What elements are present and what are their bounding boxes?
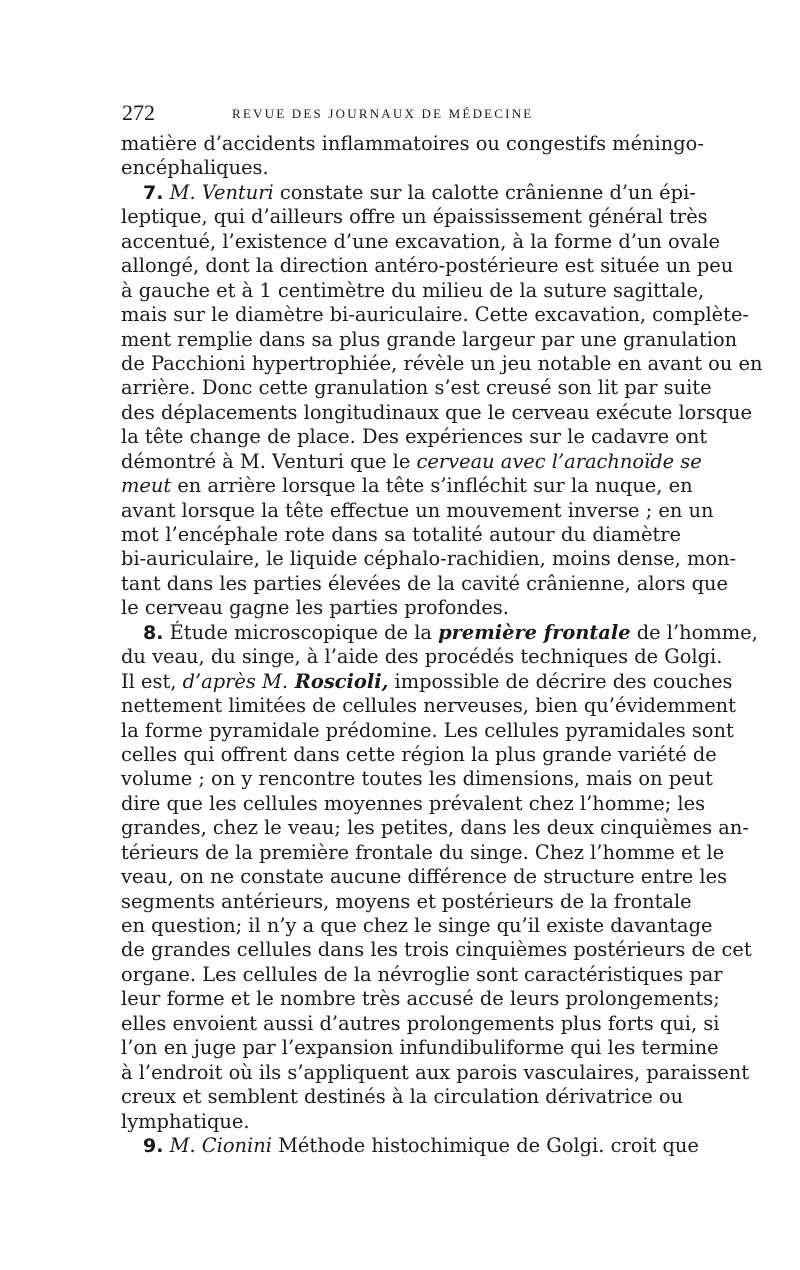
- section-number: 8.: [143, 621, 164, 644]
- text-line: [121, 351, 763, 376]
- text-line: [121, 303, 749, 327]
- line-segment: allongé, dont la direction antéro-postérieure est située un peu: [121, 254, 734, 278]
- text-line: [121, 1036, 719, 1060]
- text-line: [121, 1011, 720, 1036]
- text-line: [121, 474, 693, 498]
- line-segment: tant dans les parties élevées de la cavité crânienne, alors que: [121, 571, 728, 595]
- line-segment: mais sur le diamètre bi-auriculaire. Cette excavation, complète-: [121, 303, 749, 327]
- text-line: [121, 571, 728, 596]
- text-line: [121, 889, 692, 914]
- line-segment: meut: [121, 474, 172, 498]
- text-line: [121, 205, 708, 229]
- line-segment: térieurs de la première frontale du singe. Chez l’homme et le: [121, 840, 725, 864]
- text-line: [121, 278, 705, 303]
- text-line: [121, 962, 723, 987]
- line-segment: celles qui offrent dans cette région la plus grande variété de: [121, 742, 717, 766]
- text-line: [121, 718, 734, 743]
- line-segment: avant lorsque la tête effectue un mouvement inverse ; en un: [121, 498, 714, 522]
- text-line: [121, 791, 706, 816]
- line-segment: M. Venturi: [169, 180, 274, 204]
- text-line: [121, 1085, 684, 1109]
- line-segment: organe. Les cellules de la névroglie sont caractéristiques par: [121, 962, 723, 986]
- line-segment: creux et semblent destinés à la circulation dérivatrice ou: [121, 1085, 684, 1109]
- line-segment: du veau, du singe, à l’aide des procédés techniques de Golgi.: [121, 645, 723, 669]
- text-line: [121, 742, 717, 767]
- line-segment: dire que les cellules moyennes prévalent chez l’homme; les: [121, 791, 706, 815]
- line-segment: des déplacements longitudinaux que le cerveau exécute lorsque: [121, 400, 752, 424]
- line-segment: le cerveau gagne les parties profondes.: [121, 596, 509, 620]
- text-line: [121, 694, 736, 718]
- line-segment: la tête change de place. Des expériences sur le cadavre ont: [121, 425, 708, 449]
- line-segment: leur forme et le nombre très accusé de leurs prolongements;: [121, 987, 720, 1011]
- text-line: [121, 620, 758, 645]
- line-segment: encéphaliques.: [121, 156, 269, 180]
- line-segment: Étude microscopique de la: [169, 620, 439, 644]
- line-segment: de l’homme,: [630, 620, 758, 644]
- text-line: [121, 767, 713, 791]
- text-line: [121, 914, 713, 938]
- text-line: [121, 449, 702, 474]
- line-segment: de Pacchioni hypertrophiée, révèle un jeu notable en avant ou en: [121, 351, 763, 375]
- line-segment: veau, on ne constate aucune différence de structure entre les: [121, 865, 728, 889]
- text-line: [121, 865, 728, 889]
- page-number: 272: [122, 100, 155, 125]
- text-line: [121, 1110, 681, 1134]
- line-segment: en arrière lorsque la tête s’infléchit sur la nuque, en: [171, 474, 693, 498]
- text-line: [121, 938, 752, 962]
- text-line: [121, 229, 720, 254]
- line-segment: de grandes cellules dans les trois cinquièmes postérieurs de cet: [121, 938, 752, 962]
- line-segment: lymphatique.: [121, 1109, 250, 1133]
- text-line: [121, 840, 725, 865]
- text-line: [121, 156, 681, 180]
- line-segment: bi-auriculaire, le liquide céphalo-rachidien, moins dense, mon-: [121, 547, 737, 571]
- text-line: [121, 816, 749, 840]
- text-line: [121, 645, 723, 669]
- line-segment: Roscioli,: [288, 669, 389, 693]
- line-segment: à gauche et à 1 centimètre du milieu de la suture sagittale,: [121, 278, 705, 302]
- text-line: [121, 400, 752, 425]
- line-segment: impossible de décrire des couches: [388, 669, 733, 693]
- line-segment: nettement limitées de cellules nerveuses, bien qu’évidemment: [121, 694, 736, 718]
- text-line: [121, 547, 737, 571]
- text-line: [121, 425, 708, 449]
- line-segment: leptique, qui d’ailleurs offre un épaississement général très: [121, 205, 708, 229]
- line-segment: arrière. Donc cette granulation s’est creusé son lit par suite: [121, 376, 712, 400]
- text-line: [121, 132, 704, 156]
- text-line: [121, 180, 696, 205]
- body-text: [121, 132, 763, 1158]
- text-line: [121, 1060, 749, 1085]
- text-line: [121, 376, 712, 400]
- text-line: [121, 1133, 699, 1158]
- line-segment: Il est,: [121, 669, 183, 693]
- line-segment: constate sur la calotte crânienne d’un épi-: [273, 180, 696, 204]
- text-line: [121, 669, 733, 694]
- line-segment: d’après M.: [182, 669, 289, 693]
- line-segment: croit que: [610, 1133, 699, 1157]
- line-segment: grandes, chez le veau; les petites, dans les deux cinquièmes an-: [121, 816, 749, 840]
- line-segment: première frontale: [438, 620, 631, 644]
- text-line: [121, 327, 738, 352]
- line-segment: mot l’encéphale rote dans sa totalité autour du diamètre: [121, 523, 681, 546]
- line-segment: en question; il n’y a que chez le singe qu’il existe davantage: [121, 914, 713, 937]
- section-number: 7.: [143, 181, 164, 204]
- text-line: [121, 523, 681, 547]
- text-line: [121, 498, 714, 523]
- line-segment: l’on en juge par l’expansion infundibuliforme qui les termine: [121, 1036, 719, 1060]
- section-number: 9.: [143, 1134, 164, 1157]
- page-header: [120, 100, 680, 130]
- line-segment: Méthode histochimique de Golgi.: [271, 1133, 611, 1157]
- line-segment: matière d’accidents inflammatoires ou congestifs méningo-: [121, 132, 704, 155]
- text-line: [121, 987, 720, 1011]
- text-line: [121, 254, 734, 278]
- line-segment: elles envoient aussi d’autres prolongements plus forts qui, si: [121, 1011, 720, 1035]
- line-segment: démontré à M. Venturi que le: [121, 449, 417, 473]
- line-segment: segments antérieurs, moyens et postérieurs de la frontale: [121, 889, 692, 913]
- running-head: REVUE DES JOURNAUX DE MÉDECINE: [232, 106, 534, 121]
- line-segment: à l’endroit où ils s’appliquent aux parois vasculaires, paraissent: [121, 1060, 749, 1084]
- text-line: [121, 596, 681, 620]
- line-segment: la forme pyramidale prédomine. Les cellules pyramidales sont: [121, 718, 734, 742]
- line-segment: cerveau avec l’arachnoïde se: [416, 449, 702, 473]
- line-segment: M. Cionini: [169, 1133, 272, 1157]
- line-segment: volume ; on y rencontre toutes les dimensions, mais on peut: [121, 767, 713, 791]
- line-segment: accentué, l’existence d’une excavation, à la forme d’un ovale: [121, 229, 720, 253]
- line-segment: ment remplie dans sa plus grande largeur par une granulation: [121, 327, 738, 351]
